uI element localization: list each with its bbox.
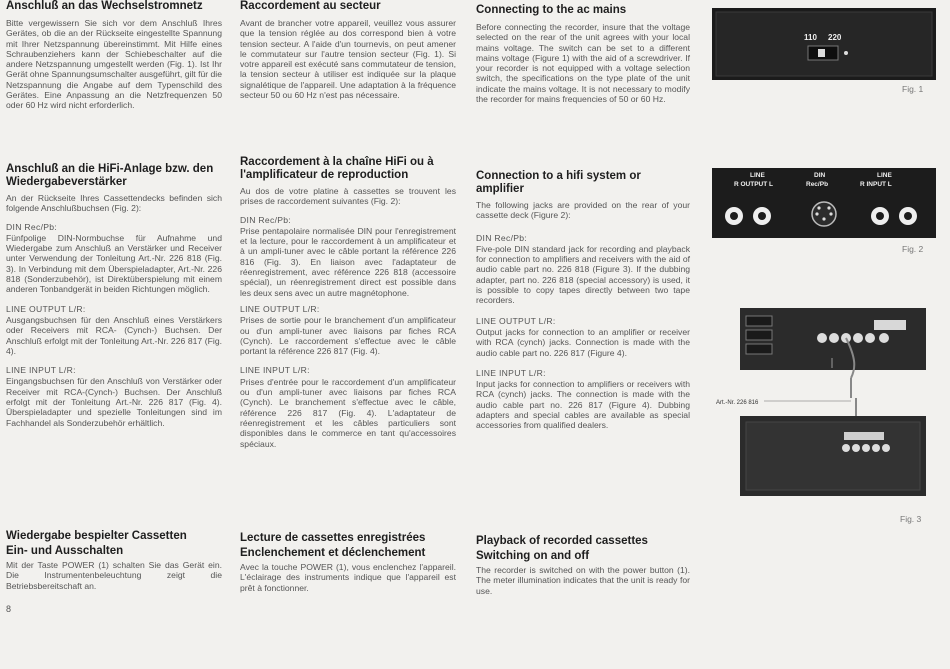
label-din-de: DIN Rec/Pb: <box>6 221 58 232</box>
figure-1-caption: Fig. 1 <box>902 84 924 94</box>
figure-2-caption: Fig. 2 <box>902 244 924 254</box>
label-din-fr: DIN Rec/Pb: <box>240 214 292 225</box>
subheading-power-de: Ein- und Ausschalten <box>6 545 124 557</box>
heading-mains-de: Anschluß an das Wechselstromnetz <box>6 0 203 12</box>
text-line-input-fr: Prises d'entrée pour le raccordement d'un amplificateur ou d'un ampli-tuner avec liaisons par fiches RCA (Cynch). Le branchement s'effectue avec le câble, référence 226 817 (Fig. 4). L'adaptateur de réenregistrement et les câbles particuliers sont disponibles dans le commerce en tant qu'accessoires spéciaux. <box>240 376 456 449</box>
subheading-power-en: Switching on and off <box>476 550 590 562</box>
fig2-line-right: LINE <box>877 172 892 179</box>
figure-1-voltage-panel <box>712 8 936 80</box>
heading-playback-de: Wiedergabe bespielter Cassetten <box>6 530 187 542</box>
section-hifi-fr <box>240 156 456 449</box>
heading-mains-en: Connecting to the ac mains <box>476 4 627 16</box>
heading-playback-fr: Lecture de cassettes enregistrées <box>240 532 426 544</box>
page-number: 8 <box>6 604 12 614</box>
heading-mains-fr: Raccordement au secteur <box>240 0 381 12</box>
intro-hifi-de: An der Rückseite Ihres Cassettendecks befinden sich folgende Anschlußbuchsen (Fig. 2): <box>6 193 222 214</box>
heading-hifi-de: Anschluß an die HiFi-Anlage bzw. den Wiedergabeverstärker <box>6 163 214 188</box>
text-line-input-en: Input jacks for connection to amplifiers or receivers with RCA (cynch) jacks. The connection is made with the audio cable part no. 226 817 (Figure 4). Dubbing adapters and special cables are available as special accessories from qualified dealers. <box>476 379 690 431</box>
label-line-output-de: LINE OUTPUT L/R: <box>6 303 86 314</box>
text-din-fr: Prise pentapolaire normalisée DIN pour l'enregistrement et la lecture, pour le raccordement à un amplificateur et à un ampli-tuner avec le câble portant la référence 226 816 (Fig. 3). En liaison avec l'adaptateur de réenregistrement, avec référence 226 818 (accessoire spécial), un réenregistrement direct est possible dans les deux sens avec un autre magnétophone. <box>240 225 456 298</box>
fig2-line-left: LINE <box>750 172 765 179</box>
section-hifi-de <box>6 163 222 428</box>
fig2-recpb-label: Rec/Pb <box>806 181 829 188</box>
section-playback-en <box>476 535 690 596</box>
text-line-output-de: Ausgangsbuchsen für den Anschluß eines Verstärkers oder Receivers mit RCA- (Cynch-) Buchsen. Der Anschluß erfolgt mit der Tonleitung Art.-Nr. 226 817 (Fig. 4). <box>6 314 222 356</box>
label-line-output-en: LINE OUTPUT L/R: <box>476 315 556 326</box>
intro-hifi-en: The following jacks are provided on the rear of your cassette deck (Figure 2): <box>476 200 690 221</box>
figure-2-jack-panel <box>712 168 936 238</box>
text-power-de: Mit der Taste POWER (1) schalten Sie das Gerät ein. Die Instrumentenbeleuchtung zeigt die Betriebsbereitschaft an. <box>6 560 222 591</box>
heading-hifi-fr: Raccordement à la chaîne HiFi ou à l'amplificateur de reproduction <box>240 156 434 181</box>
text-mains-fr: Avant de brancher votre appareil, veuillez vous assurer que la tension réglée au dos correspond bien à votre tension secteur. A l'aide d'un tournevis, on peut amener le commutateur sur l'autre tension secteur (Fig. 1). Si votre appareil est exécuté sans commutateur de tension, la tension secteur à utiliser est indiquée sur la plaque signalétique de l'appareil. Une adaptation à la fréquence secteur 50 ou 60 Hz n'est pas nécessaire. <box>240 18 456 101</box>
input-jack-r <box>871 207 889 225</box>
figure-3-caption: Fig. 3 <box>900 514 922 524</box>
figure-1-illustration <box>712 8 936 80</box>
text-line-input-de: Eingangsbuchsen für den Anschluß von Verstärker oder Receiver mit RCA-(Cynch-) Buchsen. Der Anschluß erfolgt mit der Tonleitung Art.-Nr. 226 817 (Fig. 4). Überspieladapter und spezielle Tonleitungen sind im Fachhandel als Sonderzubehör erhältlich. <box>6 376 222 428</box>
section-mains-de <box>6 0 222 111</box>
input-jack-l <box>899 207 917 225</box>
fig2-din-label: DIN <box>814 172 826 179</box>
text-din-de: Fünfpolige DIN-Normbuchse für Aufnahme und Wiedergabe zum Anschluß an Verstärker und Receiver unter Verwendung der Tonleitung Art.-Nr. 226 818 (Fig. 3). In Verbindung mit dem Überspieladapter, Art.-Nr. 226 818 (Sonderzubehör), ist Direktüberspielung mit einem anderen Tonbandgerät in beiden Richtungen möglich. <box>6 232 222 295</box>
text-line-output-fr: Prises de sortie pour le branchement d'un amplificateur ou d'un ampli-tuner avec liaisons par fiches RCA (Cynch). Le raccordement s'effectue avec le câble portant la référence 226 817 (Fig. 4). <box>240 315 456 357</box>
fig2-input-label: R INPUT L <box>860 181 892 188</box>
subheading-power-fr: Enclenchement et déclenchement <box>240 547 426 559</box>
intro-hifi-fr: Au dos de votre platine à cassettes se trouvent les prises de raccordement suivantes (Fig. 2): <box>240 186 456 207</box>
section-mains-fr <box>240 0 456 100</box>
fig3-part-number: Art.-Nr. 226 816 <box>716 400 759 406</box>
text-line-output-en: Output jacks for connection to an amplifier or receiver with RCA (cynch) jacks. Connection is made with the audio cable part no. 226 817 (Figure 4). <box>476 326 690 358</box>
section-mains-en <box>476 4 690 104</box>
din-socket <box>812 202 836 226</box>
heading-hifi-en: Connection to a hifi system or amplifier <box>476 170 641 195</box>
text-mains-de: Bitte vergewissern Sie sich vor dem Anschluß Ihres Gerätes, ob die an der Rückseite eingestellte Spannung mit Ihrer Netzspannung übereinstimmt. Mit Hilfe eines Schraubenziehers kann der Schiebeschalter auf die andere Netzspannung umgestellt werden (Fig. 1). Ist Ihr Gerät ohne Spannungsumschalter ausgeführt, gilt für die Netzspannung die Angabe auf dem Typenschild des Gerätes. Eine Anpassung an die Netzfrequenzen 50 oder 60 Hz wird nicht erforderlich. <box>6 18 222 111</box>
label-line-input-de: LINE INPUT L/R: <box>6 365 76 376</box>
label-line-input-en: LINE INPUT L/R: <box>476 367 546 378</box>
figure-3-connection-diagram <box>706 298 936 510</box>
label-line-output-fr: LINE OUTPUT L/R: <box>240 303 320 314</box>
fig1-voltage-110: 110 <box>804 33 817 42</box>
text-mains-en: Before connecting the recorder, insure that the voltage selected on the rear of the unit agrees with your local mains voltage. The switch can be set to a different mains voltage (Figure 1) with the aid of a screwdriver. If your recorder is not equipped with a voltage selection switch, the specifications on the type plate of the unit indicate the mains voltage. It is not necessary to modify the recorder for mains frequencies of 50 or 60 Hz. <box>476 22 690 105</box>
section-playback-fr <box>240 532 456 593</box>
output-jack-r <box>725 207 743 225</box>
voltage-slider-switch <box>818 49 825 57</box>
figure-2-illustration <box>712 168 936 238</box>
text-power-fr: Avec la touche POWER (1), vous enclenchez l'appareil. L'éclairage des instruments indique que l'appareil est prêt à fonctionner. <box>240 562 456 593</box>
heading-playback-en: Playback of recorded cassettes <box>476 535 648 547</box>
output-jack-l <box>753 207 771 225</box>
cassette-deck-unit <box>740 308 926 370</box>
section-hifi-en <box>476 170 690 431</box>
label-line-input-fr: LINE INPUT L/R: <box>240 365 310 376</box>
text-power-en: The recorder is switched on with the power button (1). The meter illumination indicates that the unit is ready for use. <box>476 565 690 596</box>
fig1-voltage-220: 220 <box>828 33 842 42</box>
section-playback-de <box>6 530 222 591</box>
label-din-en: DIN Rec/Pb: <box>476 232 528 243</box>
amplifier-unit <box>740 416 926 496</box>
fig2-output-label: R OUTPUT L <box>734 181 773 188</box>
text-din-en: Five-pole DIN standard jack for recording and playback for connection to amplifiers and receivers with the aid of audio cable part no. 226 818 (Figure 3). If the dubbing adapter, part no. 226 818 (special accessory) is used, it is possible to copy tapes directly between two tape recorders. <box>476 243 690 306</box>
